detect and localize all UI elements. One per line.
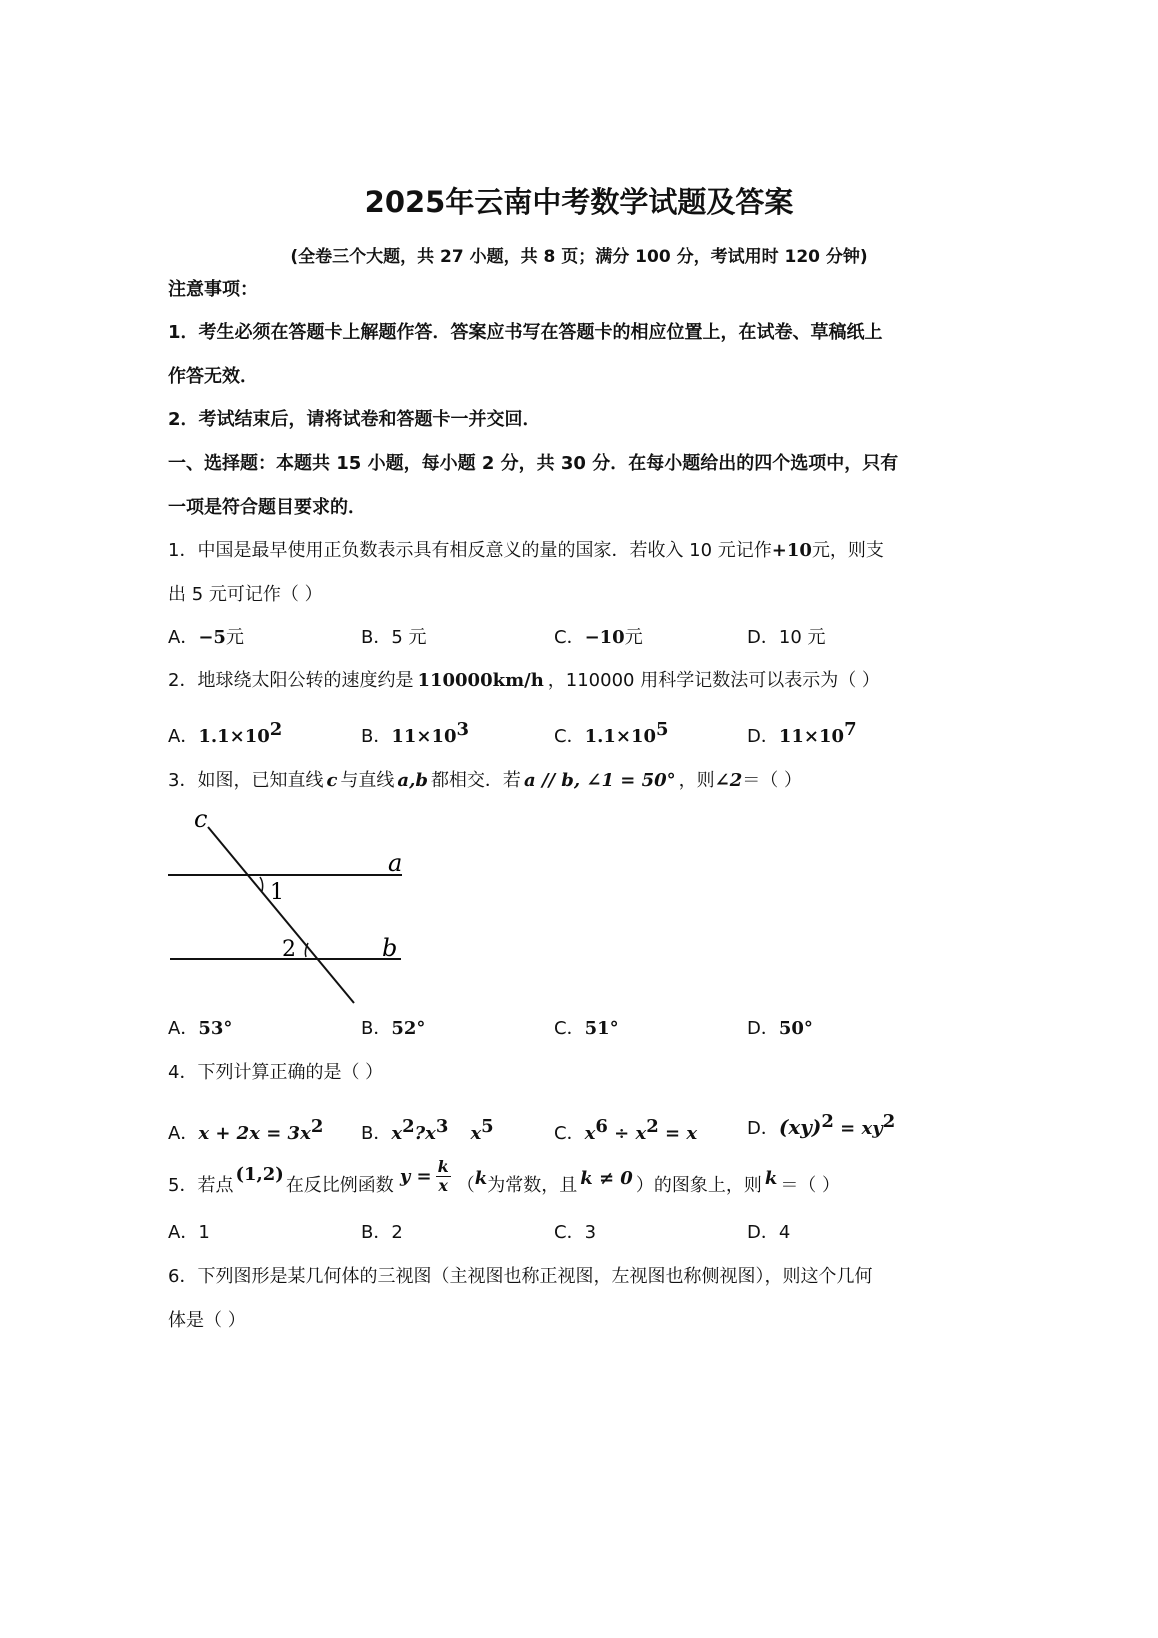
q1-option-a: A．−5元 bbox=[168, 627, 244, 648]
question-5-stem: 5．若点 (1,2) 在反比例函数 y = $\frac{k}{x}$ （ k 为常数，且 k ≠ 0 ）的图象上，则 k ＝（ ） bbox=[168, 1156, 841, 1196]
q5-option-b: B．2 bbox=[361, 1222, 403, 1243]
q3-option-a: A．53° bbox=[168, 1018, 233, 1039]
page-subtitle: (全卷三个大题，共 27 小题，共 8 页；满分 100 分，考试用时 120 分钟) bbox=[290, 247, 868, 267]
q2-option-a: A．$1.1\times 10^2$ bbox=[168, 719, 283, 747]
label-angle-1: 1 bbox=[270, 880, 284, 905]
page-title: 2025年云南中考数学试题及答案 bbox=[364, 185, 794, 219]
label-angle-2: 2 bbox=[282, 937, 296, 962]
q4-option-d: D．$(xy)^2 = xy^2$ bbox=[747, 1111, 896, 1139]
line-c bbox=[208, 827, 354, 1003]
question-1-line-1 bbox=[168, 536, 884, 562]
q2-option-b: B．$11\times 10^3$ bbox=[361, 719, 470, 747]
note-2: 2．考试结束后，请将试卷和答题卡一并交回． bbox=[168, 409, 541, 430]
q1-math-plus10: +10 bbox=[771, 540, 812, 561]
question-3-stem: 3．如图，已知直线 c 与直线 a,b 都相交．若 a // b, ∠1 = 50° ，则∠2＝（ ） bbox=[168, 770, 803, 791]
q2-speed-math: 110000km/h bbox=[417, 670, 544, 691]
q5-option-c: C．3 bbox=[554, 1222, 597, 1243]
label-b: b bbox=[382, 934, 398, 962]
q4-option-a: A．$x + 2x = 3x^2$ bbox=[168, 1116, 324, 1144]
q5-option-d: D．4 bbox=[747, 1222, 791, 1243]
section-1-line-2: 一项是符合题目要求的． bbox=[168, 497, 366, 518]
notes-heading: 注意事项： bbox=[168, 279, 258, 300]
q3-parallel-lines-figure bbox=[160, 805, 420, 1010]
q3-option-c: C．51° bbox=[554, 1018, 619, 1039]
question-6-line-1: 6．下列图形是某几何体的三视图（主视图也称正视图，左视图也称侧视图），则这个几何 bbox=[168, 1266, 873, 1287]
question-1-line-2: 出 5 元可记作（ ） bbox=[168, 584, 323, 605]
question-6-line-2: 体是（ ） bbox=[168, 1310, 246, 1331]
note-1-line-1: 1．考生必须在答题卡上解题作答．答案应书写在答题卡的相应位置上，在试卷、草稿纸上 bbox=[168, 322, 883, 343]
q5-option-a: A．1 bbox=[168, 1222, 210, 1243]
q1-option-d: D．10 元 bbox=[747, 627, 826, 648]
label-c: c bbox=[194, 805, 208, 833]
note-1-line-2: 作答无效． bbox=[168, 366, 258, 387]
section-1-line-1: 一、选择题：本题共 15 小题，每小题 2 分，共 30 分．在每小题给出的四个选项中，只有 bbox=[168, 453, 899, 474]
question-2-stem: 2．地球绕太阳公转的速度约是 110000km/h ，110000 用科学记数法可以表示为（ ） bbox=[168, 670, 880, 691]
q1-text-a: 1．中国是最早使用正负数表示具有相反意义的量的国家．若收入 10 元记作 bbox=[168, 540, 772, 561]
q3-option-b: B．52° bbox=[361, 1018, 426, 1039]
q1-option-b: B．5 元 bbox=[361, 627, 427, 648]
q2-option-d: D．$11\times 10^7$ bbox=[747, 719, 857, 747]
q4-option-b: B．$x^2?x^3$ $x^5$ bbox=[361, 1116, 494, 1144]
q2-option-c: C．$1.1\times 10^5$ bbox=[554, 719, 669, 747]
question-4-stem: 4．下列计算正确的是（ ） bbox=[168, 1062, 384, 1083]
q3-option-d: D．50° bbox=[747, 1018, 813, 1039]
q1-option-c: C．−10元 bbox=[554, 627, 643, 648]
q4-option-c: C．$x^6 \div x^2 = x$ bbox=[554, 1116, 698, 1144]
label-a: a bbox=[388, 849, 403, 877]
q1-text-b: 元，则支 bbox=[811, 540, 884, 561]
